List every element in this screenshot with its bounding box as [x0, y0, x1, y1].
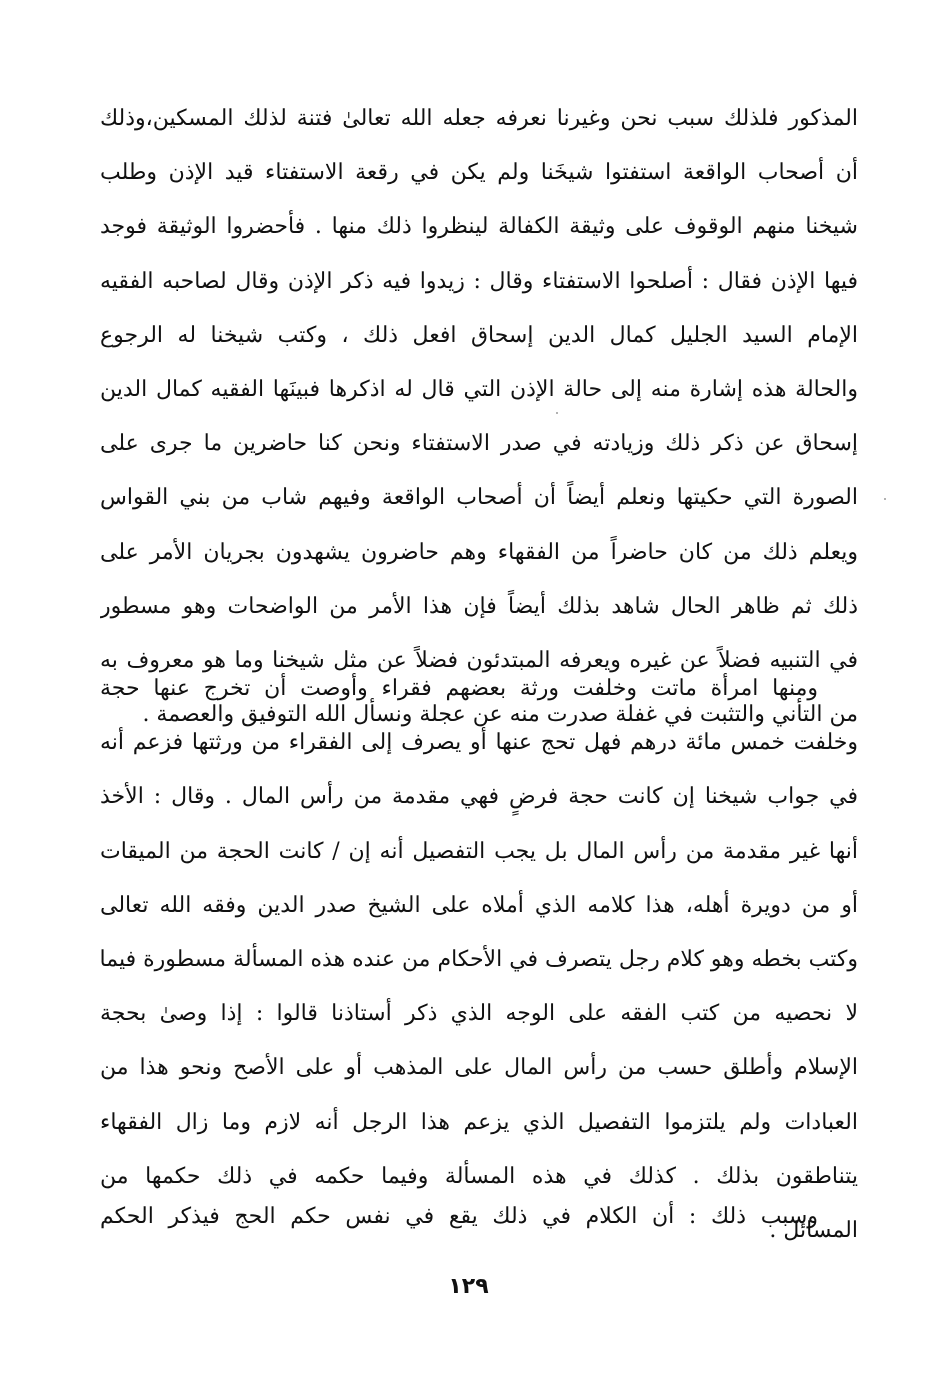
scan-speck — [556, 412, 558, 414]
text-line: في التنبيه فضلاً عن غيره ويعرفه المبتدئون فضلاً عن مثل شيخنا وما هو معروف به — [100, 647, 858, 673]
text-line: أن أصحاب الواقعة استفتوا شيخَنا ولم يكن في رقعة الاستفتاء قيد الإذن وطلب — [100, 160, 858, 186]
text-line: الإمام السيد الجليل كمال الدين إسحاق افعل ذلك ، وكتب شيخنا له الرجوع — [100, 322, 858, 348]
page-number: ١٢٩ — [448, 1274, 489, 1299]
text-line: لا نحصيه من كتب الفقه على الوجه الذي ذكر أستاذنا قالوا : إذا وصىٰ بحجة — [100, 1001, 858, 1027]
paragraph-1 — [100, 92, 858, 742]
text-line: العبادات ولم يلتزموا التفصيل الذي يزعم هذا الرجل أنه لازم وما زال الفقهاء — [100, 1109, 858, 1135]
text-line: في جواب شيخنا إن كانت حجة فرضٍ فهي مقدمة من رأس المال . وقال : الأخذ — [100, 784, 858, 810]
text-line: أو من دويرة أهله، هذا كلامه الذي أملاه على الشيخ صدر الدين وفقه الله تعالى — [100, 892, 858, 918]
text-line: وخلفت خمس مائة درهم فهل تحج عنها أو يصرف إلى الفقراء من ورثتها فزعم أنه — [100, 730, 858, 756]
text-line: إسحاق عن ذكر ذلك وزيادته في صدر الاستفتاء ونحن كنا حاضرين ما جرى على — [100, 431, 858, 457]
text-line: الإسلام وأطلق حسب من رأس المال على المذهب أو على الأصح ونحو هذا من — [100, 1055, 858, 1081]
text-line: والحالة هذه إشارة منه إلى حالة الإذن التي قال له اذكرها فبينَها الفقيه كمال الدين — [100, 376, 858, 402]
text-line: وكتب بخطه وهو كلام رجل يتصرف في الأحكام من عنده هذه المسألة مسطورة فيما — [100, 946, 858, 972]
text-line: فيها الإذن فقال : أصلحوا الاستفتاء وقال : زيدوا فيه ذكر الإذن وقال لصاحبه الفقيه — [100, 268, 858, 294]
text-line: شيخنا منهم الوقوف على وثيقة الكفالة لينظروا ذلك منها . فأحضروا الوثيقة فوجد — [100, 214, 858, 240]
text-line: ذلك ثم ظاهر الحال شاهد بذلك أيضاً فإن هذا الأمر من الواضحات وهو مسطور — [100, 593, 858, 619]
text-line: يتناطقون بذلك . كذلك في هذه المسألة وفيما حكمه في ذلك حكمها من — [100, 1163, 858, 1189]
text-line: المسائل . — [769, 1217, 858, 1243]
text-line: الصورة التي حكيتها ونعلم أيضاً أن أصحاب الواقعة وفيهم شاب من بني القواس — [100, 485, 858, 511]
text-line: أنها غير مقدمة من رأس المال بل يجب التفصيل أنه إن / كانت الحجة من الميقات — [100, 838, 858, 864]
text-line: من التأني والتثبت في غفلة صدرت منه عن عجلة ونسأل الله التوفيق والعصمة . — [142, 702, 858, 728]
text-line: ويعلم ذلك من كان حاضراً من الفقهاء وهم حاضرون يشهدون بجريان الأمر على — [100, 539, 858, 565]
text-line: المذكور فلذلك سبب نحن وغيرنا نعرفه جعله الله تعالىٰ فتنة لذلك المسكين،وذلك — [100, 106, 858, 131]
text-line: ومنها امرأة ماتت وخلفت ورثة بعضهم فقراء وأوصت أن تخرج عنها حجة — [100, 676, 818, 701]
scan-speck — [884, 498, 886, 500]
paragraph-3 — [100, 1190, 858, 1244]
paragraph-2 — [100, 662, 858, 1258]
text-line: وسبب ذلك : أن الكلام في ذلك يقع في نفس حكم الحج فيذكر الحكم — [100, 1204, 818, 1229]
